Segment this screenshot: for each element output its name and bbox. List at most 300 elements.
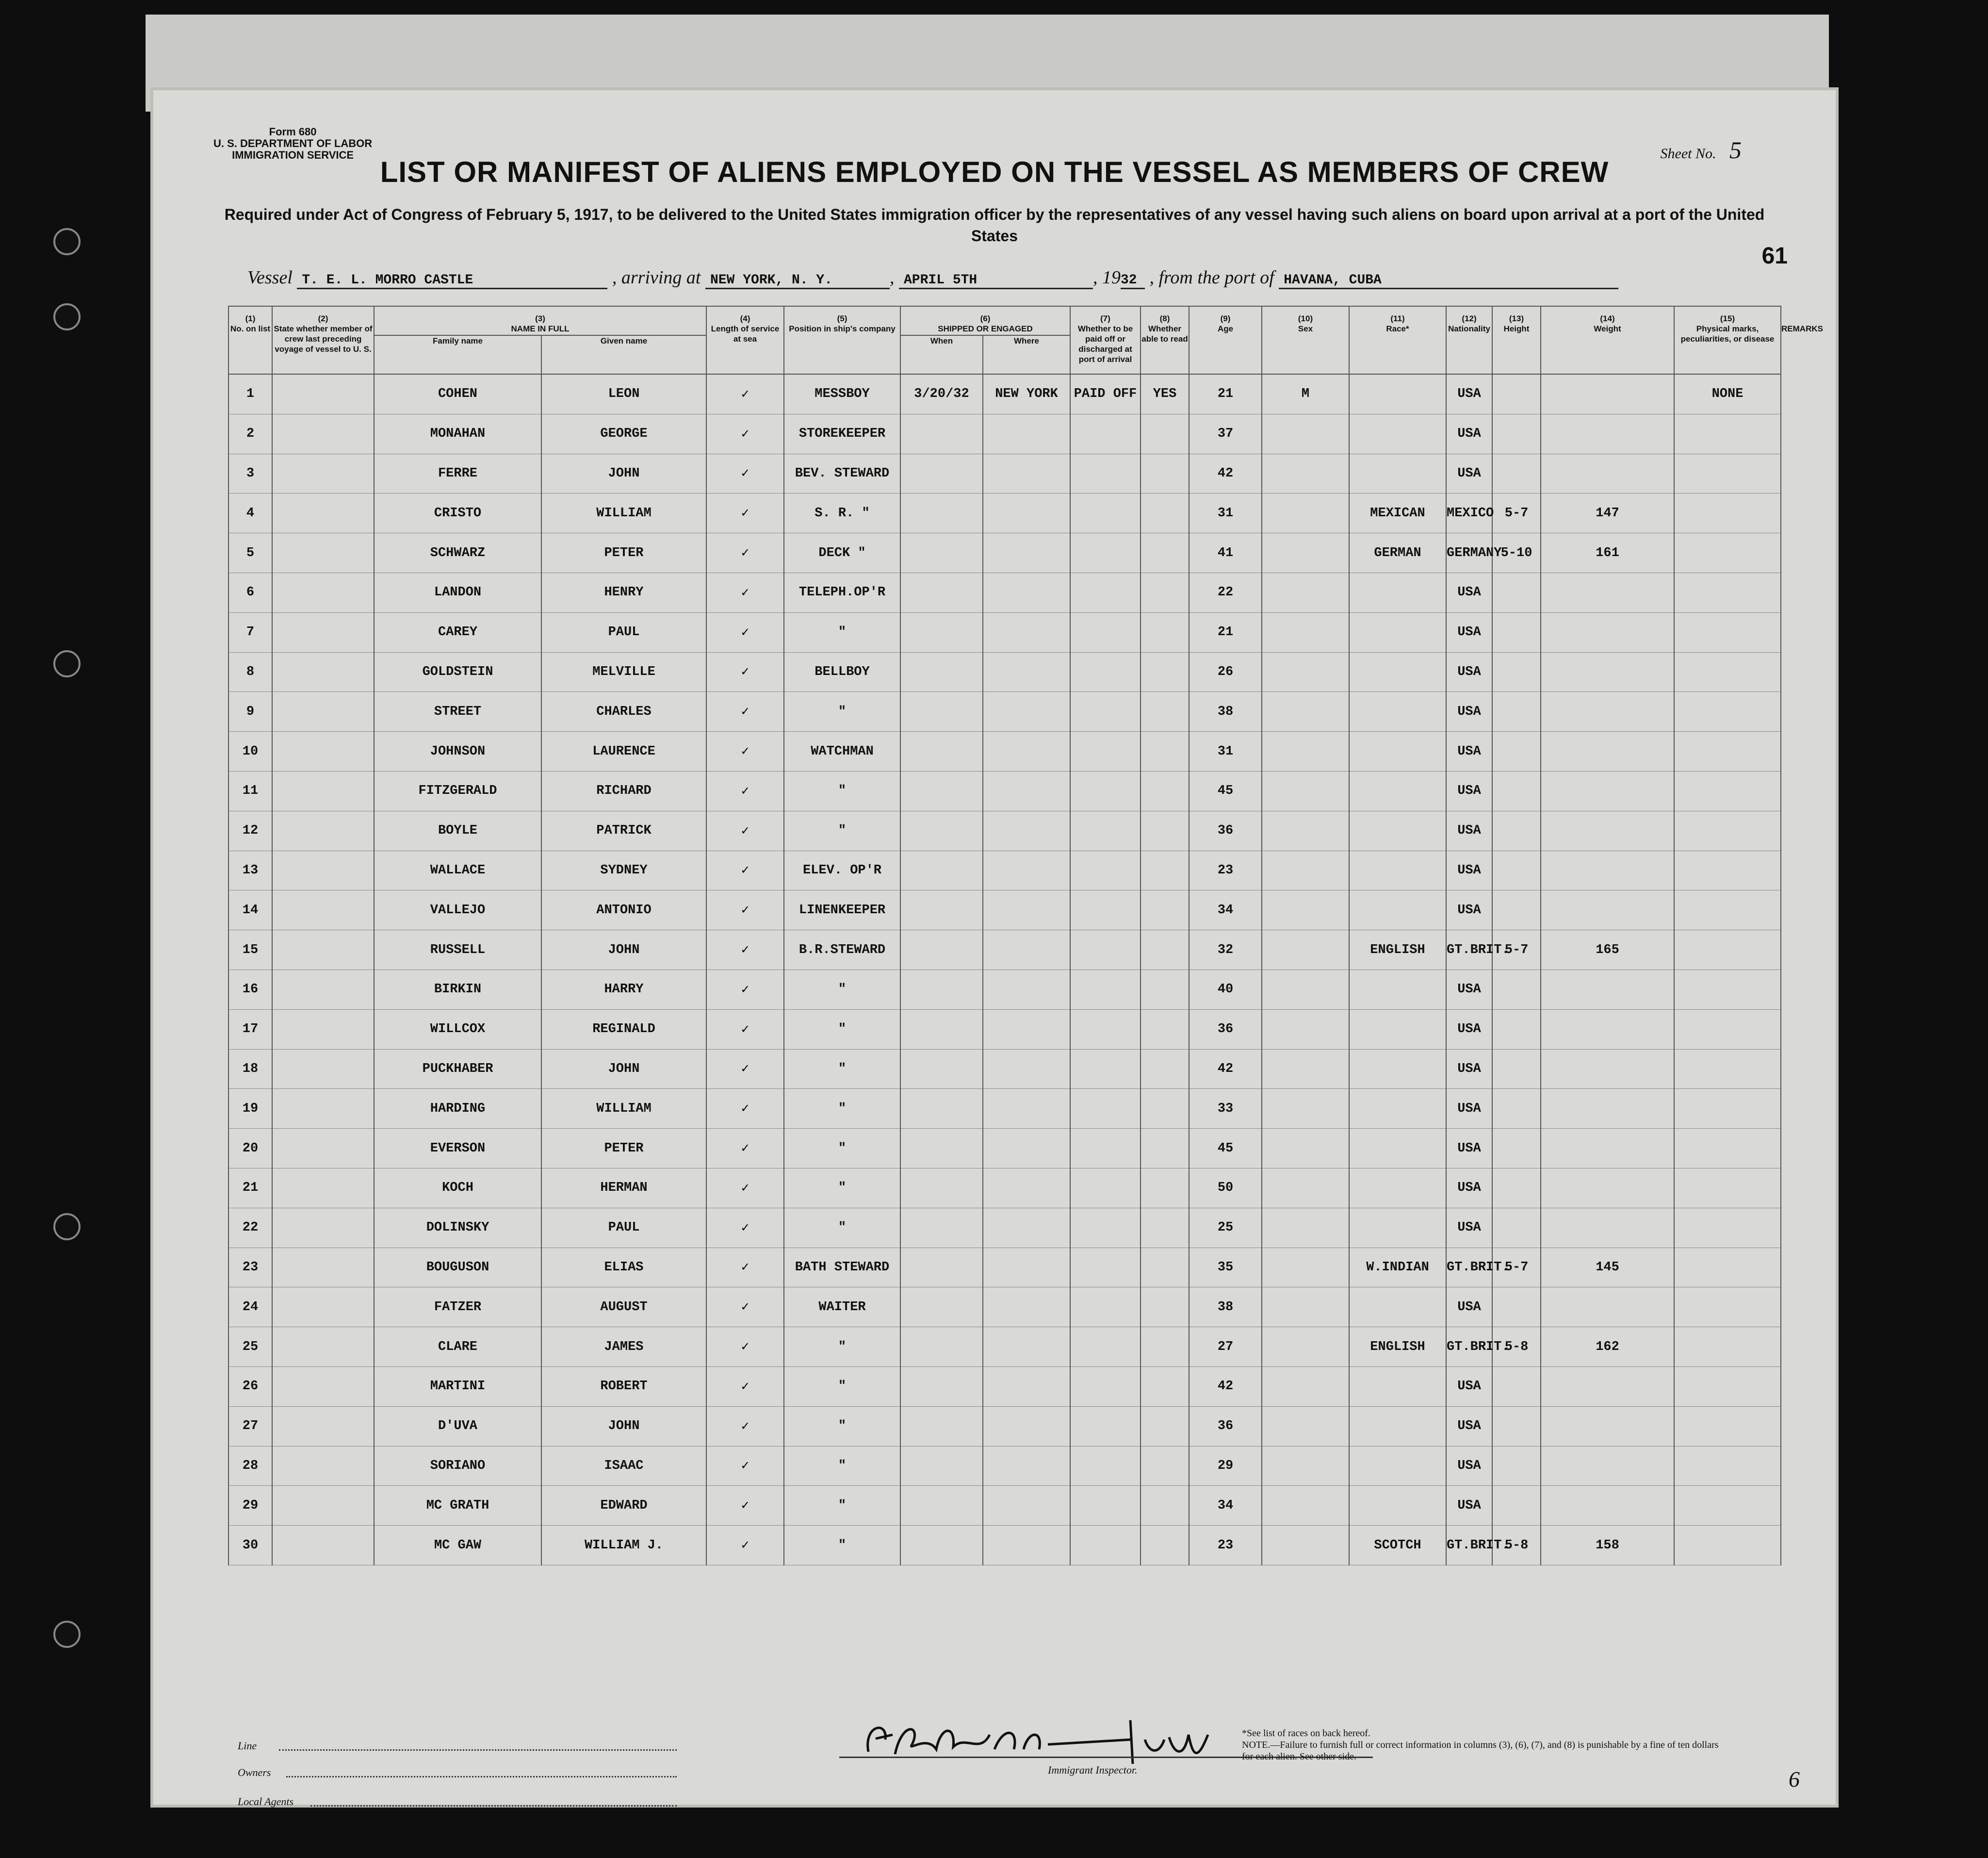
sex-cell [1262, 1366, 1349, 1406]
row-number: 26 [228, 1366, 272, 1406]
crew-row [228, 1366, 1781, 1406]
service-checkmark: ✓ [706, 414, 784, 454]
row-number: 1 [228, 374, 272, 414]
nationality-cell: USA [1446, 1168, 1492, 1208]
binder-hole [53, 1213, 81, 1240]
position-cell: " [784, 1129, 900, 1168]
col-read-header: (8) Whether able to read [1141, 306, 1189, 374]
height-cell: 5-7 [1492, 493, 1541, 533]
paid-off-cell [1070, 692, 1141, 732]
family-name-cell: PUCKHABER [374, 1049, 541, 1089]
col-shipped-header: (6) SHIPPED OR ENGAGED [900, 306, 1070, 335]
physical-marks-cell [1674, 1526, 1781, 1565]
from-label: , from the port of [1149, 267, 1274, 288]
paid-off-cell: PAID OFF [1070, 374, 1141, 414]
age-cell: 27 [1189, 1327, 1262, 1367]
physical-marks-cell [1674, 652, 1781, 692]
service-checkmark: ✓ [706, 1327, 784, 1367]
crew-row [228, 573, 1781, 612]
position-cell: BATH STEWARD [784, 1248, 900, 1287]
weight-cell: 145 [1541, 1248, 1674, 1287]
crew-row [228, 1168, 1781, 1208]
able-to-read-cell [1141, 1486, 1189, 1526]
nationality-cell: USA [1446, 454, 1492, 493]
physical-marks-cell [1674, 573, 1781, 612]
paid-off-cell [1070, 493, 1141, 533]
able-to-read-cell [1141, 771, 1189, 811]
nationality-cell: GT.BRIT. [1446, 1248, 1492, 1287]
service-checkmark: ✓ [706, 930, 784, 970]
row-number: 11 [228, 771, 272, 811]
paid-off-cell [1070, 970, 1141, 1009]
position-cell: TELEPH.OP'R [784, 573, 900, 612]
paid-off-cell [1070, 930, 1141, 970]
shipped-where-cell [983, 970, 1070, 1009]
shipped-where-cell [983, 1168, 1070, 1208]
age-cell: 36 [1189, 1406, 1262, 1446]
sheet-number-label: Sheet No. [1660, 146, 1716, 162]
nationality-cell: USA [1446, 414, 1492, 454]
from-port: HAVANA, CUBA [1279, 273, 1618, 289]
col-paid-header: (7) Whether to be paid off or discharged at port of arrival [1070, 306, 1141, 374]
sex-cell [1262, 692, 1349, 732]
crew-row [228, 1287, 1781, 1327]
nationality-cell: GT.BRIT. [1446, 930, 1492, 970]
prior-voyage-cell [272, 1208, 374, 1248]
service-checkmark: ✓ [706, 811, 784, 851]
weight-cell [1541, 1208, 1674, 1248]
weight-cell [1541, 970, 1674, 1009]
races-note: *See list of races on back hereof. [1242, 1728, 1370, 1739]
prior-voyage-cell [272, 970, 374, 1009]
race-cell: MEXICAN [1349, 493, 1446, 533]
prior-voyage-cell [272, 1168, 374, 1208]
service-checkmark: ✓ [706, 970, 784, 1009]
given-name-cell: GEORGE [541, 414, 706, 454]
height-cell [1492, 1129, 1541, 1168]
paid-off-cell [1070, 1248, 1141, 1287]
weight-cell [1541, 732, 1674, 772]
position-cell: " [784, 1526, 900, 1565]
owners-label: Owners [238, 1766, 271, 1778]
weight-cell [1541, 573, 1674, 612]
family-name-cell: EVERSON [374, 1129, 541, 1168]
family-name-cell: FATZER [374, 1287, 541, 1327]
row-number: 17 [228, 1009, 272, 1049]
height-cell [1492, 1406, 1541, 1446]
position-cell: STOREKEEPER [784, 414, 900, 454]
physical-marks-cell [1674, 692, 1781, 732]
sex-cell [1262, 970, 1349, 1009]
paid-off-cell [1070, 612, 1141, 652]
given-name-cell: PAUL [541, 1208, 706, 1248]
sex-cell [1262, 1287, 1349, 1327]
nationality-cell: USA [1446, 1009, 1492, 1049]
crew-row [228, 1327, 1781, 1367]
weight-cell [1541, 1168, 1674, 1208]
race-cell [1349, 652, 1446, 692]
able-to-read-cell [1141, 1049, 1189, 1089]
crew-row [228, 414, 1781, 454]
sex-cell [1262, 1089, 1349, 1129]
crew-row [228, 1406, 1781, 1446]
age-cell: 23 [1189, 1526, 1262, 1565]
service-checkmark: ✓ [706, 890, 784, 930]
shipped-when-cell [900, 890, 983, 930]
crew-row [228, 612, 1781, 652]
shipped-when-cell [900, 414, 983, 454]
physical-marks-cell [1674, 1129, 1781, 1168]
given-name-cell: CHARLES [541, 692, 706, 732]
age-cell: 45 [1189, 1129, 1262, 1168]
arrival-year: 32 [1121, 273, 1145, 289]
able-to-read-cell [1141, 1287, 1189, 1327]
shipped-where-cell [983, 533, 1070, 573]
service-checkmark: ✓ [706, 692, 784, 732]
service-checkmark: ✓ [706, 533, 784, 573]
crew-row [228, 692, 1781, 732]
race-cell [1349, 1009, 1446, 1049]
sex-cell [1262, 493, 1349, 533]
service-checkmark: ✓ [706, 1366, 784, 1406]
row-number: 2 [228, 414, 272, 454]
height-cell [1492, 692, 1541, 732]
able-to-read-cell [1141, 1009, 1189, 1049]
paid-off-cell [1070, 890, 1141, 930]
able-to-read-cell [1141, 1248, 1189, 1287]
row-number: 27 [228, 1406, 272, 1446]
position-cell: " [784, 1327, 900, 1367]
age-cell: 42 [1189, 1049, 1262, 1089]
family-name-cell: DOLINSKY [374, 1208, 541, 1248]
inspector-signature [859, 1706, 1218, 1769]
age-cell: 38 [1189, 692, 1262, 732]
sex-cell [1262, 1049, 1349, 1089]
crew-row [228, 811, 1781, 851]
paid-off-cell [1070, 414, 1141, 454]
nationality-cell: USA [1446, 1208, 1492, 1248]
physical-marks-cell [1674, 1089, 1781, 1129]
family-name-cell: RUSSELL [374, 930, 541, 970]
nationality-cell: USA [1446, 1049, 1492, 1089]
race-cell [1349, 692, 1446, 732]
height-cell [1492, 1089, 1541, 1129]
given-name-cell: PETER [541, 533, 706, 573]
given-name-cell: PETER [541, 1129, 706, 1168]
page-number: 61 [1761, 243, 1788, 269]
year-prefix: 19 [1102, 267, 1121, 288]
row-number: 13 [228, 851, 272, 890]
able-to-read-cell [1141, 692, 1189, 732]
weight-cell [1541, 1129, 1674, 1168]
service-checkmark: ✓ [706, 1049, 784, 1089]
given-name-cell: MELVILLE [541, 652, 706, 692]
sex-cell: M [1262, 374, 1349, 414]
service-checkmark: ✓ [706, 374, 784, 414]
given-name-cell: PAUL [541, 612, 706, 652]
age-cell: 29 [1189, 1446, 1262, 1486]
family-name-cell: BOYLE [374, 811, 541, 851]
given-name-cell: WILLIAM [541, 493, 706, 533]
given-name-cell: REGINALD [541, 1009, 706, 1049]
prior-voyage-cell [272, 374, 374, 414]
physical-marks-cell [1674, 1406, 1781, 1446]
nationality-cell: USA [1446, 890, 1492, 930]
shipped-when-cell [900, 732, 983, 772]
row-number: 20 [228, 1129, 272, 1168]
sex-cell [1262, 1208, 1349, 1248]
row-number: 5 [228, 533, 272, 573]
nationality-cell: USA [1446, 1486, 1492, 1526]
prior-voyage-cell [272, 612, 374, 652]
prior-voyage-cell [272, 692, 374, 732]
shipped-when-cell [900, 1526, 983, 1565]
shipped-where-cell [983, 1287, 1070, 1327]
prior-voyage-cell [272, 1327, 374, 1367]
nationality-cell: USA [1446, 771, 1492, 811]
sex-cell [1262, 454, 1349, 493]
row-number: 24 [228, 1287, 272, 1327]
physical-marks-cell [1674, 970, 1781, 1009]
age-cell: 21 [1189, 612, 1262, 652]
paid-off-cell [1070, 1446, 1141, 1486]
physical-marks-cell [1674, 1486, 1781, 1526]
given-name-cell: JOHN [541, 930, 706, 970]
given-name-cell: ISAAC [541, 1446, 706, 1486]
shipped-when-cell [900, 573, 983, 612]
race-cell [1349, 1287, 1446, 1327]
race-cell: GERMAN [1349, 533, 1446, 573]
sex-cell [1262, 1009, 1349, 1049]
paid-off-cell [1070, 771, 1141, 811]
shipped-where-cell [983, 890, 1070, 930]
col-given-name-header: Given name [541, 335, 706, 374]
shipped-when-cell [900, 970, 983, 1009]
crew-row [228, 1446, 1781, 1486]
weight-cell [1541, 890, 1674, 930]
row-number: 12 [228, 811, 272, 851]
height-cell: 5-8 [1492, 1526, 1541, 1565]
physical-marks-cell [1674, 732, 1781, 772]
shipped-where-cell [983, 1406, 1070, 1446]
height-cell [1492, 851, 1541, 890]
prior-voyage-cell [272, 1009, 374, 1049]
service-checkmark: ✓ [706, 1446, 784, 1486]
shipped-when-cell [900, 1248, 983, 1287]
family-name-cell: SORIANO [374, 1446, 541, 1486]
given-name-cell: EDWARD [541, 1486, 706, 1526]
family-name-cell: CRISTO [374, 493, 541, 533]
row-number: 21 [228, 1168, 272, 1208]
prior-voyage-cell [272, 1406, 374, 1446]
able-to-read-cell [1141, 454, 1189, 493]
age-cell: 21 [1189, 374, 1262, 414]
shipped-where-cell [983, 1248, 1070, 1287]
binder-hole [53, 650, 81, 677]
nationality-cell: USA [1446, 1366, 1492, 1406]
family-name-cell: MC GRATH [374, 1486, 541, 1526]
shipped-when-cell [900, 1327, 983, 1367]
shipped-when-cell [900, 692, 983, 732]
prior-voyage-cell [272, 1287, 374, 1327]
given-name-cell: JAMES [541, 1327, 706, 1367]
row-number: 7 [228, 612, 272, 652]
given-name-cell: SYDNEY [541, 851, 706, 890]
height-cell [1492, 652, 1541, 692]
row-number: 28 [228, 1446, 272, 1486]
position-cell: BELLBOY [784, 652, 900, 692]
height-cell [1492, 573, 1541, 612]
shipped-when-cell [900, 1406, 983, 1446]
position-cell: ELEV. OP'R [784, 851, 900, 890]
given-name-cell: JOHN [541, 1049, 706, 1089]
shipped-when-cell [900, 1446, 983, 1486]
weight-cell: 161 [1541, 533, 1674, 573]
footer-note [1242, 1727, 1727, 1762]
family-name-cell: COHEN [374, 374, 541, 414]
weight-cell: 162 [1541, 1327, 1674, 1367]
physical-marks-cell [1674, 1009, 1781, 1049]
age-cell: 22 [1189, 573, 1262, 612]
paid-off-cell [1070, 454, 1141, 493]
col-weight-header: (14) Weight [1541, 306, 1674, 374]
sex-cell [1262, 771, 1349, 811]
paid-off-cell [1070, 1089, 1141, 1129]
shipped-where-cell [983, 1446, 1070, 1486]
sex-cell [1262, 1406, 1349, 1446]
crew-row [228, 930, 1781, 970]
owners-field [286, 1776, 677, 1777]
arrival-date: APRIL 5TH [899, 273, 1093, 289]
sex-cell [1262, 930, 1349, 970]
weight-cell [1541, 851, 1674, 890]
paid-off-cell [1070, 533, 1141, 573]
row-number: 6 [228, 573, 272, 612]
weight-cell [1541, 1486, 1674, 1526]
sex-cell [1262, 414, 1349, 454]
shipped-when-cell [900, 1089, 983, 1129]
physical-marks-cell [1674, 930, 1781, 970]
height-cell [1492, 374, 1541, 414]
age-cell: 23 [1189, 851, 1262, 890]
nationality-cell: GT.BRIT. [1446, 1526, 1492, 1565]
service-checkmark: ✓ [706, 493, 784, 533]
shipped-when-cell [900, 612, 983, 652]
able-to-read-cell [1141, 811, 1189, 851]
race-cell [1349, 1208, 1446, 1248]
physical-marks-cell [1674, 890, 1781, 930]
able-to-read-cell [1141, 414, 1189, 454]
position-cell: BEV. STEWARD [784, 454, 900, 493]
nationality-cell: MEXICO [1446, 493, 1492, 533]
nationality-cell: USA [1446, 612, 1492, 652]
prior-voyage-cell [272, 732, 374, 772]
height-cell: 5-8 [1492, 1327, 1541, 1367]
document-title: LIST OR MANIFEST OF ALIENS EMPLOYED ON THE VESSEL AS MEMBERS OF CREW [380, 156, 1609, 188]
height-cell [1492, 454, 1541, 493]
race-cell [1349, 1366, 1446, 1406]
col-service-header: (4) Length of service at sea [706, 306, 784, 374]
prior-voyage-cell [272, 414, 374, 454]
age-cell: 33 [1189, 1089, 1262, 1129]
service-checkmark: ✓ [706, 1168, 784, 1208]
family-name-cell: WILLCOX [374, 1009, 541, 1049]
shipped-where-cell [983, 1327, 1070, 1367]
prior-voyage-cell [272, 1486, 374, 1526]
shipped-when-cell [900, 851, 983, 890]
paid-off-cell [1070, 1009, 1141, 1049]
physical-marks-cell [1674, 493, 1781, 533]
position-cell: LINENKEEPER [784, 890, 900, 930]
crew-row [228, 771, 1781, 811]
able-to-read-cell [1141, 493, 1189, 533]
height-cell [1492, 1486, 1541, 1526]
shipped-when-cell [900, 454, 983, 493]
row-number: 15 [228, 930, 272, 970]
physical-marks-cell [1674, 414, 1781, 454]
family-name-cell: STREET [374, 692, 541, 732]
weight-cell [1541, 811, 1674, 851]
position-cell: " [784, 771, 900, 811]
shipped-when-cell [900, 1208, 983, 1248]
shipped-when-cell: 3/20/32 [900, 374, 983, 414]
crew-row [228, 652, 1781, 692]
physical-marks-cell [1674, 612, 1781, 652]
vessel-name: T. E. L. MORRO CASTLE [297, 273, 607, 289]
shipped-where-cell [983, 930, 1070, 970]
physical-marks-cell: NONE [1674, 374, 1781, 414]
service-checkmark: ✓ [706, 1526, 784, 1565]
prior-voyage-cell [272, 851, 374, 890]
row-number: 18 [228, 1049, 272, 1089]
shipped-where-cell [983, 493, 1070, 533]
weight-cell [1541, 1287, 1674, 1327]
race-cell [1349, 414, 1446, 454]
age-cell: 40 [1189, 970, 1262, 1009]
race-cell: W.INDIAN [1349, 1248, 1446, 1287]
family-name-cell: MC GAW [374, 1526, 541, 1565]
binder-hole [53, 303, 81, 330]
able-to-read-cell [1141, 1327, 1189, 1367]
service-checkmark: ✓ [706, 612, 784, 652]
service-checkmark: ✓ [706, 454, 784, 493]
age-cell: 31 [1189, 493, 1262, 533]
able-to-read-cell: YES [1141, 374, 1189, 414]
race-cell [1349, 732, 1446, 772]
line-label: Line [238, 1740, 257, 1752]
position-cell: MESSBOY [784, 374, 900, 414]
nationality-cell: GERMANY [1446, 533, 1492, 573]
prior-voyage-cell [272, 1526, 374, 1565]
physical-marks-cell [1674, 533, 1781, 573]
family-name-cell: D'UVA [374, 1406, 541, 1446]
able-to-read-cell [1141, 1168, 1189, 1208]
row-number: 16 [228, 970, 272, 1009]
service-checkmark: ✓ [706, 732, 784, 772]
position-cell: WAITER [784, 1287, 900, 1327]
physical-marks-cell [1674, 811, 1781, 851]
shipped-where-cell [983, 1208, 1070, 1248]
physical-marks-cell [1674, 1327, 1781, 1367]
weight-cell [1541, 612, 1674, 652]
race-cell [1349, 1486, 1446, 1526]
age-cell: 34 [1189, 890, 1262, 930]
family-name-cell: FERRE [374, 454, 541, 493]
race-cell [1349, 1129, 1446, 1168]
paid-off-cell [1070, 1526, 1141, 1565]
physical-marks-cell [1674, 1168, 1781, 1208]
prior-voyage-cell [272, 930, 374, 970]
